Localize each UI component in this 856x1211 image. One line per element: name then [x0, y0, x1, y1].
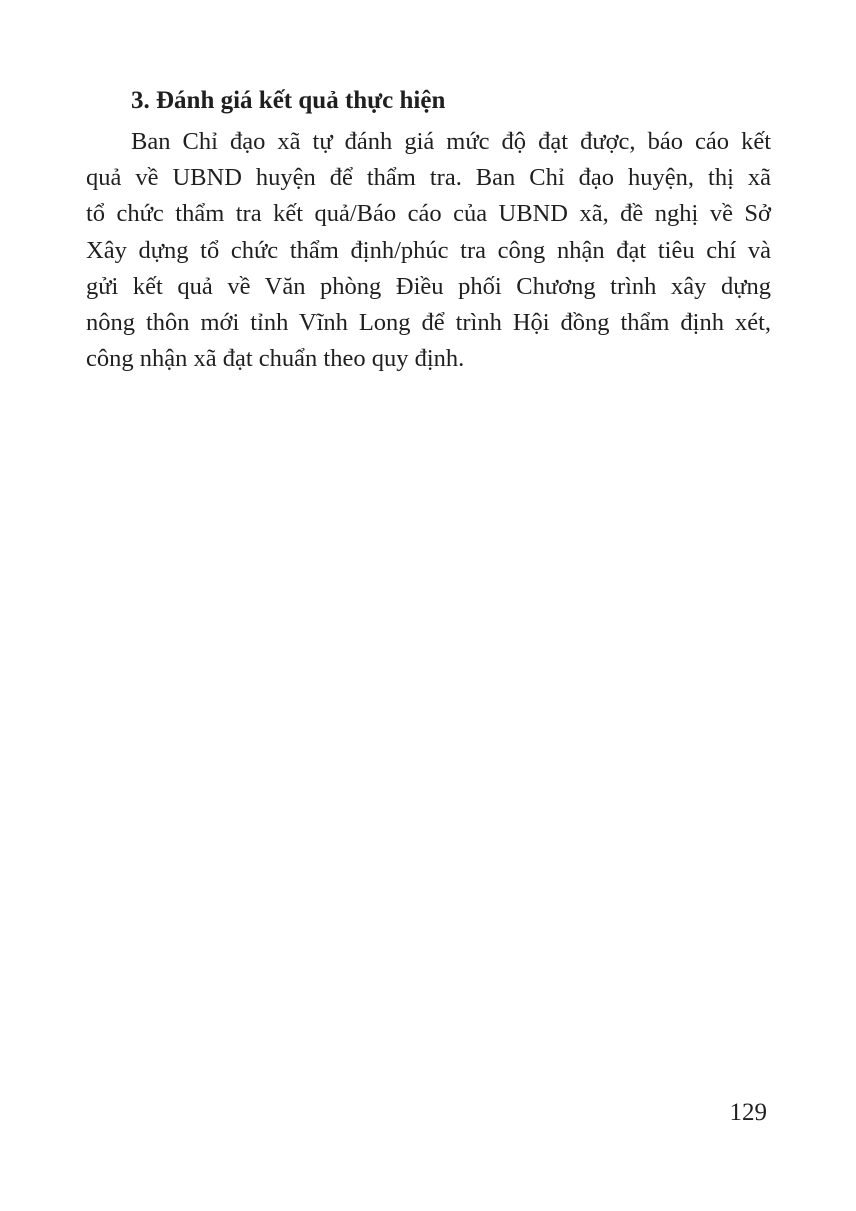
paragraph-line-3: tổ chức thẩm tra kết quả/Báo cáo của UBND xã, đề nghị về Sở	[86, 200, 771, 228]
page-number: 129	[729, 1099, 767, 1126]
paragraph-line-4: Xây dựng tổ chức thẩm định/phúc tra công nhận đạt tiêu chí và	[86, 236, 771, 264]
paragraph-line-1: Ban Chỉ đạo xã tự đánh giá mức độ đạt được, báo cáo kết	[131, 128, 771, 155]
paragraph-line-5: gửi kết quả về Văn phòng Điều phối Chương trình xây dựng	[86, 272, 771, 300]
section-heading: 3. Đánh giá kết quả thực hiện	[131, 87, 446, 114]
body-paragraph	[86, 124, 771, 377]
paragraph-line-7: công nhận xã đạt chuẩn theo quy định.	[86, 345, 465, 373]
paragraph-line-2: quả về UBND huyện để thẩm tra. Ban Chỉ đạo huyện, thị xã	[86, 164, 771, 192]
paragraph-line-6: nông thôn mới tỉnh Vĩnh Long để trình Hội đồng thẩm định xét,	[86, 309, 771, 337]
